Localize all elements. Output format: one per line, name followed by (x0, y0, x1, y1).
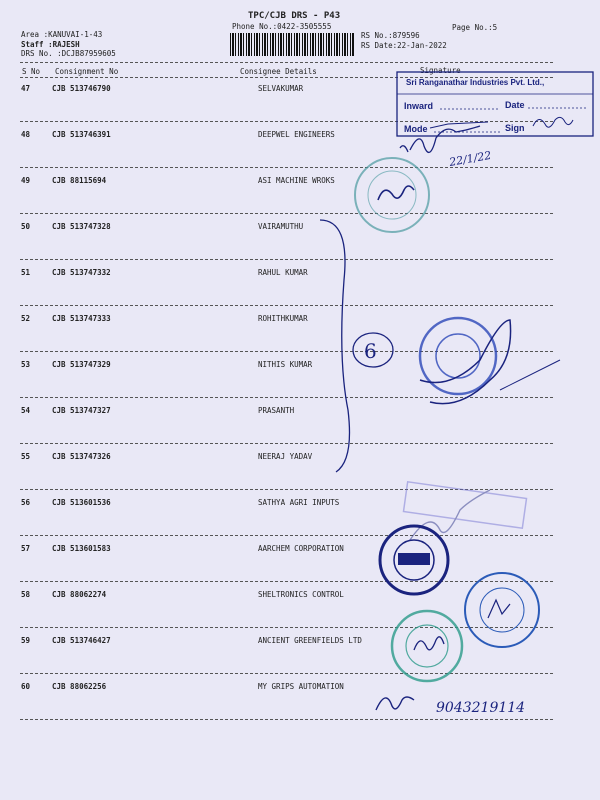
row-consignment: CJB 88062274 (52, 590, 107, 599)
header-divider (20, 62, 553, 63)
row-sno: 57 (21, 544, 31, 553)
row-consignee: PRASANTH (258, 406, 295, 415)
column-divider (20, 77, 553, 78)
row-sno: 47 (21, 84, 31, 93)
rs-number: RS No.:879596 (361, 31, 420, 40)
row60-signature (376, 697, 525, 716)
row-consignment: CJB 88062256 (52, 682, 107, 691)
row48-date: 22/1/22 (448, 148, 493, 169)
drs-number: DRS No. :DCJB87959605 (21, 49, 116, 58)
row-consignment: CJB 513747333 (52, 314, 111, 323)
row-sno: 48 (21, 130, 31, 139)
row-divider (20, 259, 553, 260)
sathya-stamp (403, 482, 526, 540)
row-consignee: ANCIENT GREENFIELDS LTD (258, 636, 362, 645)
row-consignee: ROHITHKUMAR (258, 314, 308, 323)
row-consignment: CJB 513747332 (52, 268, 111, 277)
row-divider (20, 305, 553, 306)
row-consignee: SATHYA AGRI INPUTS (258, 498, 340, 507)
barcode (230, 33, 355, 56)
stamp-sign-label: Sign (505, 123, 525, 133)
phone-number: Phone No.:0422-3505555 (232, 22, 332, 31)
row50-mark-number: 6 (364, 339, 377, 363)
sheltronics-stamp (465, 573, 539, 647)
page-number: Page No.:5 (452, 23, 498, 32)
row-divider (20, 673, 553, 674)
row-sno: 49 (21, 176, 31, 185)
row-consignment: CJB 513747326 (52, 452, 111, 461)
row-consignment: CJB 88115694 (52, 176, 107, 185)
bracket-mark (320, 220, 350, 472)
row-consignee: ASI MACHINE WROKS (258, 176, 335, 185)
stamp-company-name: Sri Ranganathar Industries Pvt. Ltd., (406, 78, 545, 87)
column-signature: Signature (420, 66, 461, 75)
column-consignee: Consignee Details (240, 67, 317, 76)
row-consignee: VAIRAMUTHU (258, 222, 304, 231)
row-divider (20, 397, 553, 398)
row-sno: 54 (21, 406, 31, 415)
row-divider (20, 581, 553, 582)
stamp-date-label: Date (505, 100, 525, 110)
row-divider (20, 213, 553, 214)
row-consignment: CJB 513747329 (52, 360, 111, 369)
sri-ranganathar-stamp (397, 72, 593, 136)
row-sno: 59 (21, 636, 31, 645)
row-consignee: MY GRIPS AUTOMATION (258, 682, 344, 691)
area-label: Area :KANUVAI-1-43 (21, 30, 103, 39)
row-divider (20, 167, 553, 168)
row-sno: 55 (21, 452, 31, 461)
row-divider (20, 121, 553, 122)
benny-machines-stamp (420, 318, 560, 404)
row-consignee: SELVAKUMAR (258, 84, 304, 93)
row50-circled-mark (353, 333, 393, 367)
stamp-inward: Inward (404, 101, 434, 111)
row-consignment: CJB 513747328 (52, 222, 111, 231)
row-sno: 58 (21, 590, 31, 599)
row-sno: 56 (21, 498, 31, 507)
row-divider (20, 719, 553, 720)
row-sno: 53 (21, 360, 31, 369)
column-sno: S No (22, 67, 41, 76)
row-consignee: AARCHEM CORPORATION (258, 544, 344, 553)
row-consignment: CJB 513746427 (52, 636, 111, 645)
row-consignment: CJB 513746790 (52, 84, 111, 93)
row-sno: 52 (21, 314, 31, 323)
row-divider (20, 627, 553, 628)
document-title: TPC/CJB DRS - P43 (248, 11, 341, 21)
row-consignee: RAHUL KUMAR (258, 268, 308, 277)
aarchem-stamp (380, 526, 448, 594)
row-sno: 50 (21, 222, 31, 231)
row60-phone: 9043219114 (436, 700, 526, 716)
row-sno: 60 (21, 682, 31, 691)
row48-signature (400, 122, 492, 169)
greenfields-stamp (392, 611, 462, 681)
row-divider (20, 489, 553, 490)
row-consignment: CJB 513746391 (52, 130, 111, 139)
row-consignee: NEERAJ YADAV (258, 452, 313, 461)
row-divider (20, 351, 553, 352)
row-consignment: CJB 513601583 (52, 544, 111, 553)
stamp-mode-label: Mode (404, 124, 428, 134)
column-consignment: Consignment No (55, 67, 119, 76)
row-consignee: DEEPWEL ENGINEERS (258, 130, 335, 139)
row-consignee: SHELTRONICS CONTROL (258, 590, 344, 599)
row49-round-stamp (355, 158, 429, 232)
row-consignment: CJB 513747327 (52, 406, 111, 415)
staff-label: Staff :RAJESH (21, 40, 80, 49)
rs-date: RS Date:22-Jan-2022 (361, 41, 447, 50)
row-sno: 51 (21, 268, 31, 277)
row-divider (20, 535, 553, 536)
row-consignee: NITHIS KUMAR (258, 360, 313, 369)
row-divider (20, 443, 553, 444)
row-consignment: CJB 513601536 (52, 498, 111, 507)
